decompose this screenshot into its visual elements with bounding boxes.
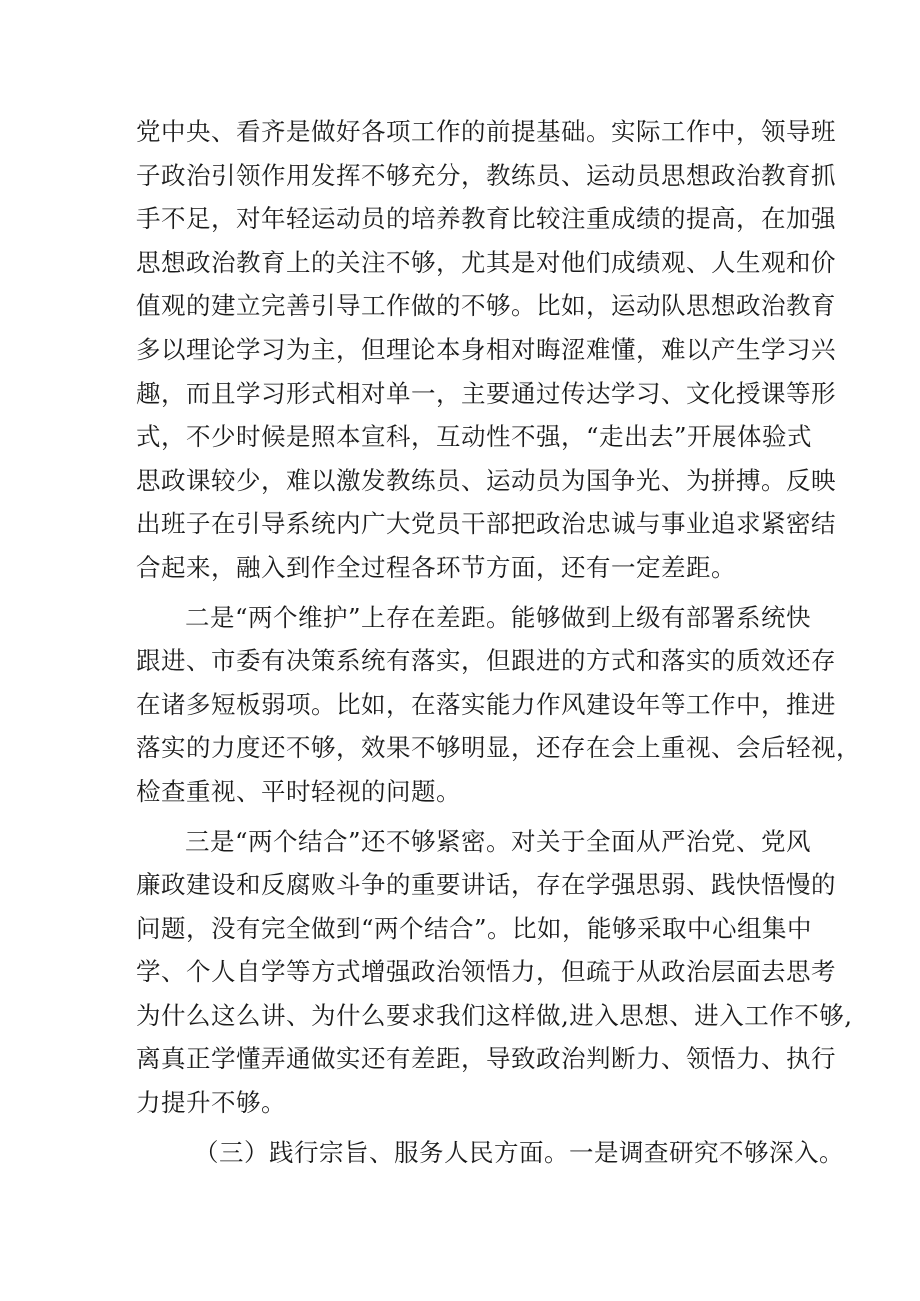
text-line: 子政治引领作用发挥不够充分，教练员、运动员思想政治教育抓 — [136, 160, 836, 190]
text-line: 思想政治教育上的关注不够，尤其是对他们成绩观、人生观和价 — [136, 247, 836, 277]
text-line: 二是“两个维护”上存在差距。能够做到上级有部署系统快 — [185, 602, 812, 632]
paragraph-party-central — [136, 110, 836, 590]
text-line: 出班子在引导系统内广大党员干部把政治忠诚与事业追求紧密结 — [136, 509, 836, 539]
paragraph-two-safeguards — [136, 596, 861, 814]
text-line: 力提升不够。 — [136, 1088, 286, 1118]
section-heading-serve-people — [136, 1131, 844, 1175]
text-line: 跟进、市委有决策系统有落实，但跟进的方式和落实的质效还存 — [136, 646, 836, 676]
text-line: 为什么这么讲、为什么要求我们这样做,进入思想、进入工作不够, — [136, 1000, 853, 1030]
text-line: 手不足，对年轻运动员的培养教育比较注重成绩的提高，在加强 — [136, 204, 836, 234]
text-line: 三是“两个结合”还不够紧密。对关于全面从严治党、党风 — [185, 826, 812, 856]
text-line: 离真正学懂弄通做实还有差距，导致政治判断力、领悟力、执行 — [136, 1044, 836, 1074]
text-line: 式，不少时候是照本宣科，互动性不强，“走出去”开展体验式 — [136, 422, 813, 452]
text-line: 多以理论学习为主，但理论本身相对晦涩难懂，难以产生学习兴 — [136, 334, 836, 364]
text-line: 落实的力度还不够，效果不够明显，还存在会上重视、会后轻视， — [136, 733, 861, 763]
text-line: 检查重视、平时轻视的问题。 — [136, 776, 461, 806]
text-line: 党中央、看齐是做好各项工作的前提基础。实际工作中，领导班 — [136, 117, 836, 146]
body-text — [136, 110, 861, 1174]
text-line: 值观的建立完善引导工作做的不够。比如，运动队思想政治教育 — [136, 291, 836, 321]
text-line: 合起来，融入到作全过程各环节方面，还有一定差距。 — [136, 552, 736, 582]
text-line: 学、个人自学等方式增强政治领悟力，但疏于从政治层面去思考 — [136, 957, 836, 987]
paragraph-two-combinations — [136, 820, 853, 1125]
text-line: 在诸多短板弱项。比如，在落实能力作风建设年等工作中，推进 — [136, 689, 836, 719]
text-line: （三）践行宗旨、服务人民方面。一是调查研究不够深入。 — [194, 1137, 844, 1167]
text-line: 趣，而且学习形式相对单一，主要通过传达学习、文化授课等形 — [136, 378, 836, 408]
text-line: 廉政建设和反腐败斗争的重要讲话，存在学强思弱、践快悟慢的 — [136, 870, 836, 900]
text-line: 思政课较少，难以激发教练员、运动员为国争光、为拼搏。反映 — [136, 465, 836, 495]
text-line: 问题，没有完全做到“两个结合”。比如，能够采取中心组集中 — [136, 913, 813, 943]
